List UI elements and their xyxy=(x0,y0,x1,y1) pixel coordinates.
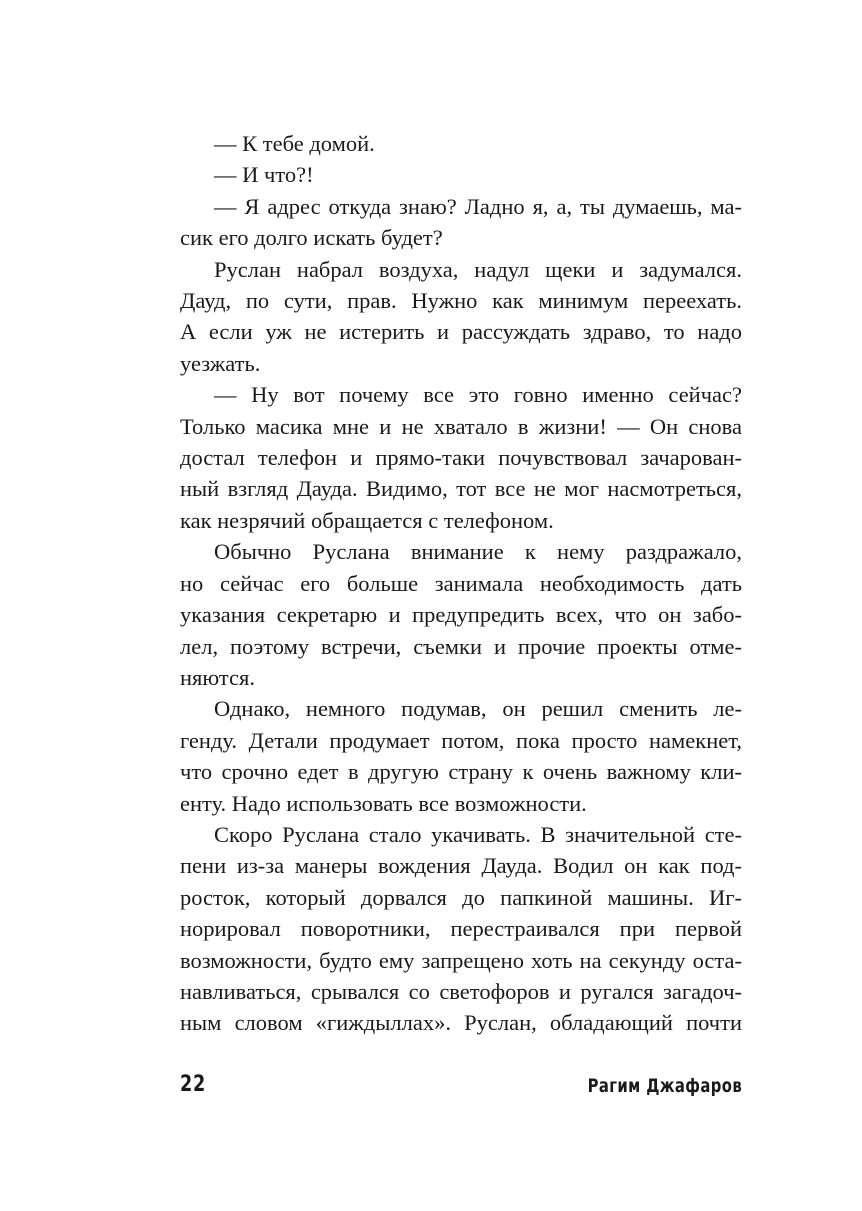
text-line: генду. Детали продумает потом, пока просто намекнет, xyxy=(180,727,742,753)
text-line: навливаться, срывался со светофоров и ругался загадоч- xyxy=(180,978,742,1004)
text-line: пени из-за манеры вождения Дауда. Водил он как под- xyxy=(180,853,742,879)
text-line: достал телефон и прямо-таки почувствовал зачарован- xyxy=(180,445,742,471)
text-line: как незрячий обращается с телефоном. xyxy=(180,507,554,533)
body-text xyxy=(180,128,742,1039)
text-line: ным словом «гиждыллах». Руслан, обладающий почти xyxy=(180,1010,742,1036)
text-line: лел, поэтому встречи, съемки и прочие проекты отме- xyxy=(180,633,742,659)
text-line: что срочно едет в другую страну к очень важному кли- xyxy=(180,759,742,785)
paragraph xyxy=(180,536,742,693)
text-line: но сейчас его больше занимала необходимость дать xyxy=(180,570,742,596)
text-line: уезжать. xyxy=(180,350,261,376)
text-line: сик его долго искать будет? xyxy=(180,225,443,251)
text-line: — К тебе домой. xyxy=(214,131,375,156)
text-line: Только масика мне и не хватало в жизни! — Он снова xyxy=(180,413,742,439)
page-footer xyxy=(180,1072,742,1102)
paragraph xyxy=(180,693,742,819)
text-line: Однако, немного подумав, он решил сменить ле- xyxy=(214,696,742,722)
text-line: указания секретарю и предупредить всех, что он забо- xyxy=(180,602,742,628)
paragraph xyxy=(180,254,742,380)
text-line: росток, который дорвался до папкиной машины. Иг- xyxy=(180,884,742,910)
paragraph xyxy=(180,819,742,1039)
text-line: — Я адрес откуда знаю? Ладно я, а, ты думаешь, ма- xyxy=(214,193,742,219)
paragraph xyxy=(180,379,742,536)
text-line: ный взгляд Дауда. Видимо, тот все не мог насмотреться, xyxy=(180,476,742,502)
text-line: енту. Надо использовать все возможности. xyxy=(180,790,587,816)
paragraph xyxy=(180,159,742,190)
paragraph xyxy=(180,128,742,159)
text-line: А если уж не истерить и рассуждать здраво, то надо xyxy=(180,319,742,345)
text-line: няются. xyxy=(180,664,255,690)
text-line: Скоро Руслана стало укачивать. В значительной сте- xyxy=(214,821,742,847)
text-line: — И что?! xyxy=(214,162,314,188)
page-number: 22 xyxy=(180,1072,207,1097)
running-author: Рагим Джафаров xyxy=(587,1075,742,1097)
text-line: Руслан набрал воздуха, надул щеки и задумался. xyxy=(214,256,742,282)
paragraph xyxy=(180,191,742,254)
text-line: Дауд, по сути, прав. Нужно как минимум переехать. xyxy=(180,288,742,314)
text-line: возможности, будто ему запрещено хоть на секунду оста- xyxy=(180,947,742,973)
text-line: норировал поворотники, перестраивался при первой xyxy=(180,916,742,942)
text-line: — Ну вот почему все это говно именно сейчас? xyxy=(214,382,742,408)
text-line: Обычно Руслана внимание к нему раздражало, xyxy=(214,539,742,565)
